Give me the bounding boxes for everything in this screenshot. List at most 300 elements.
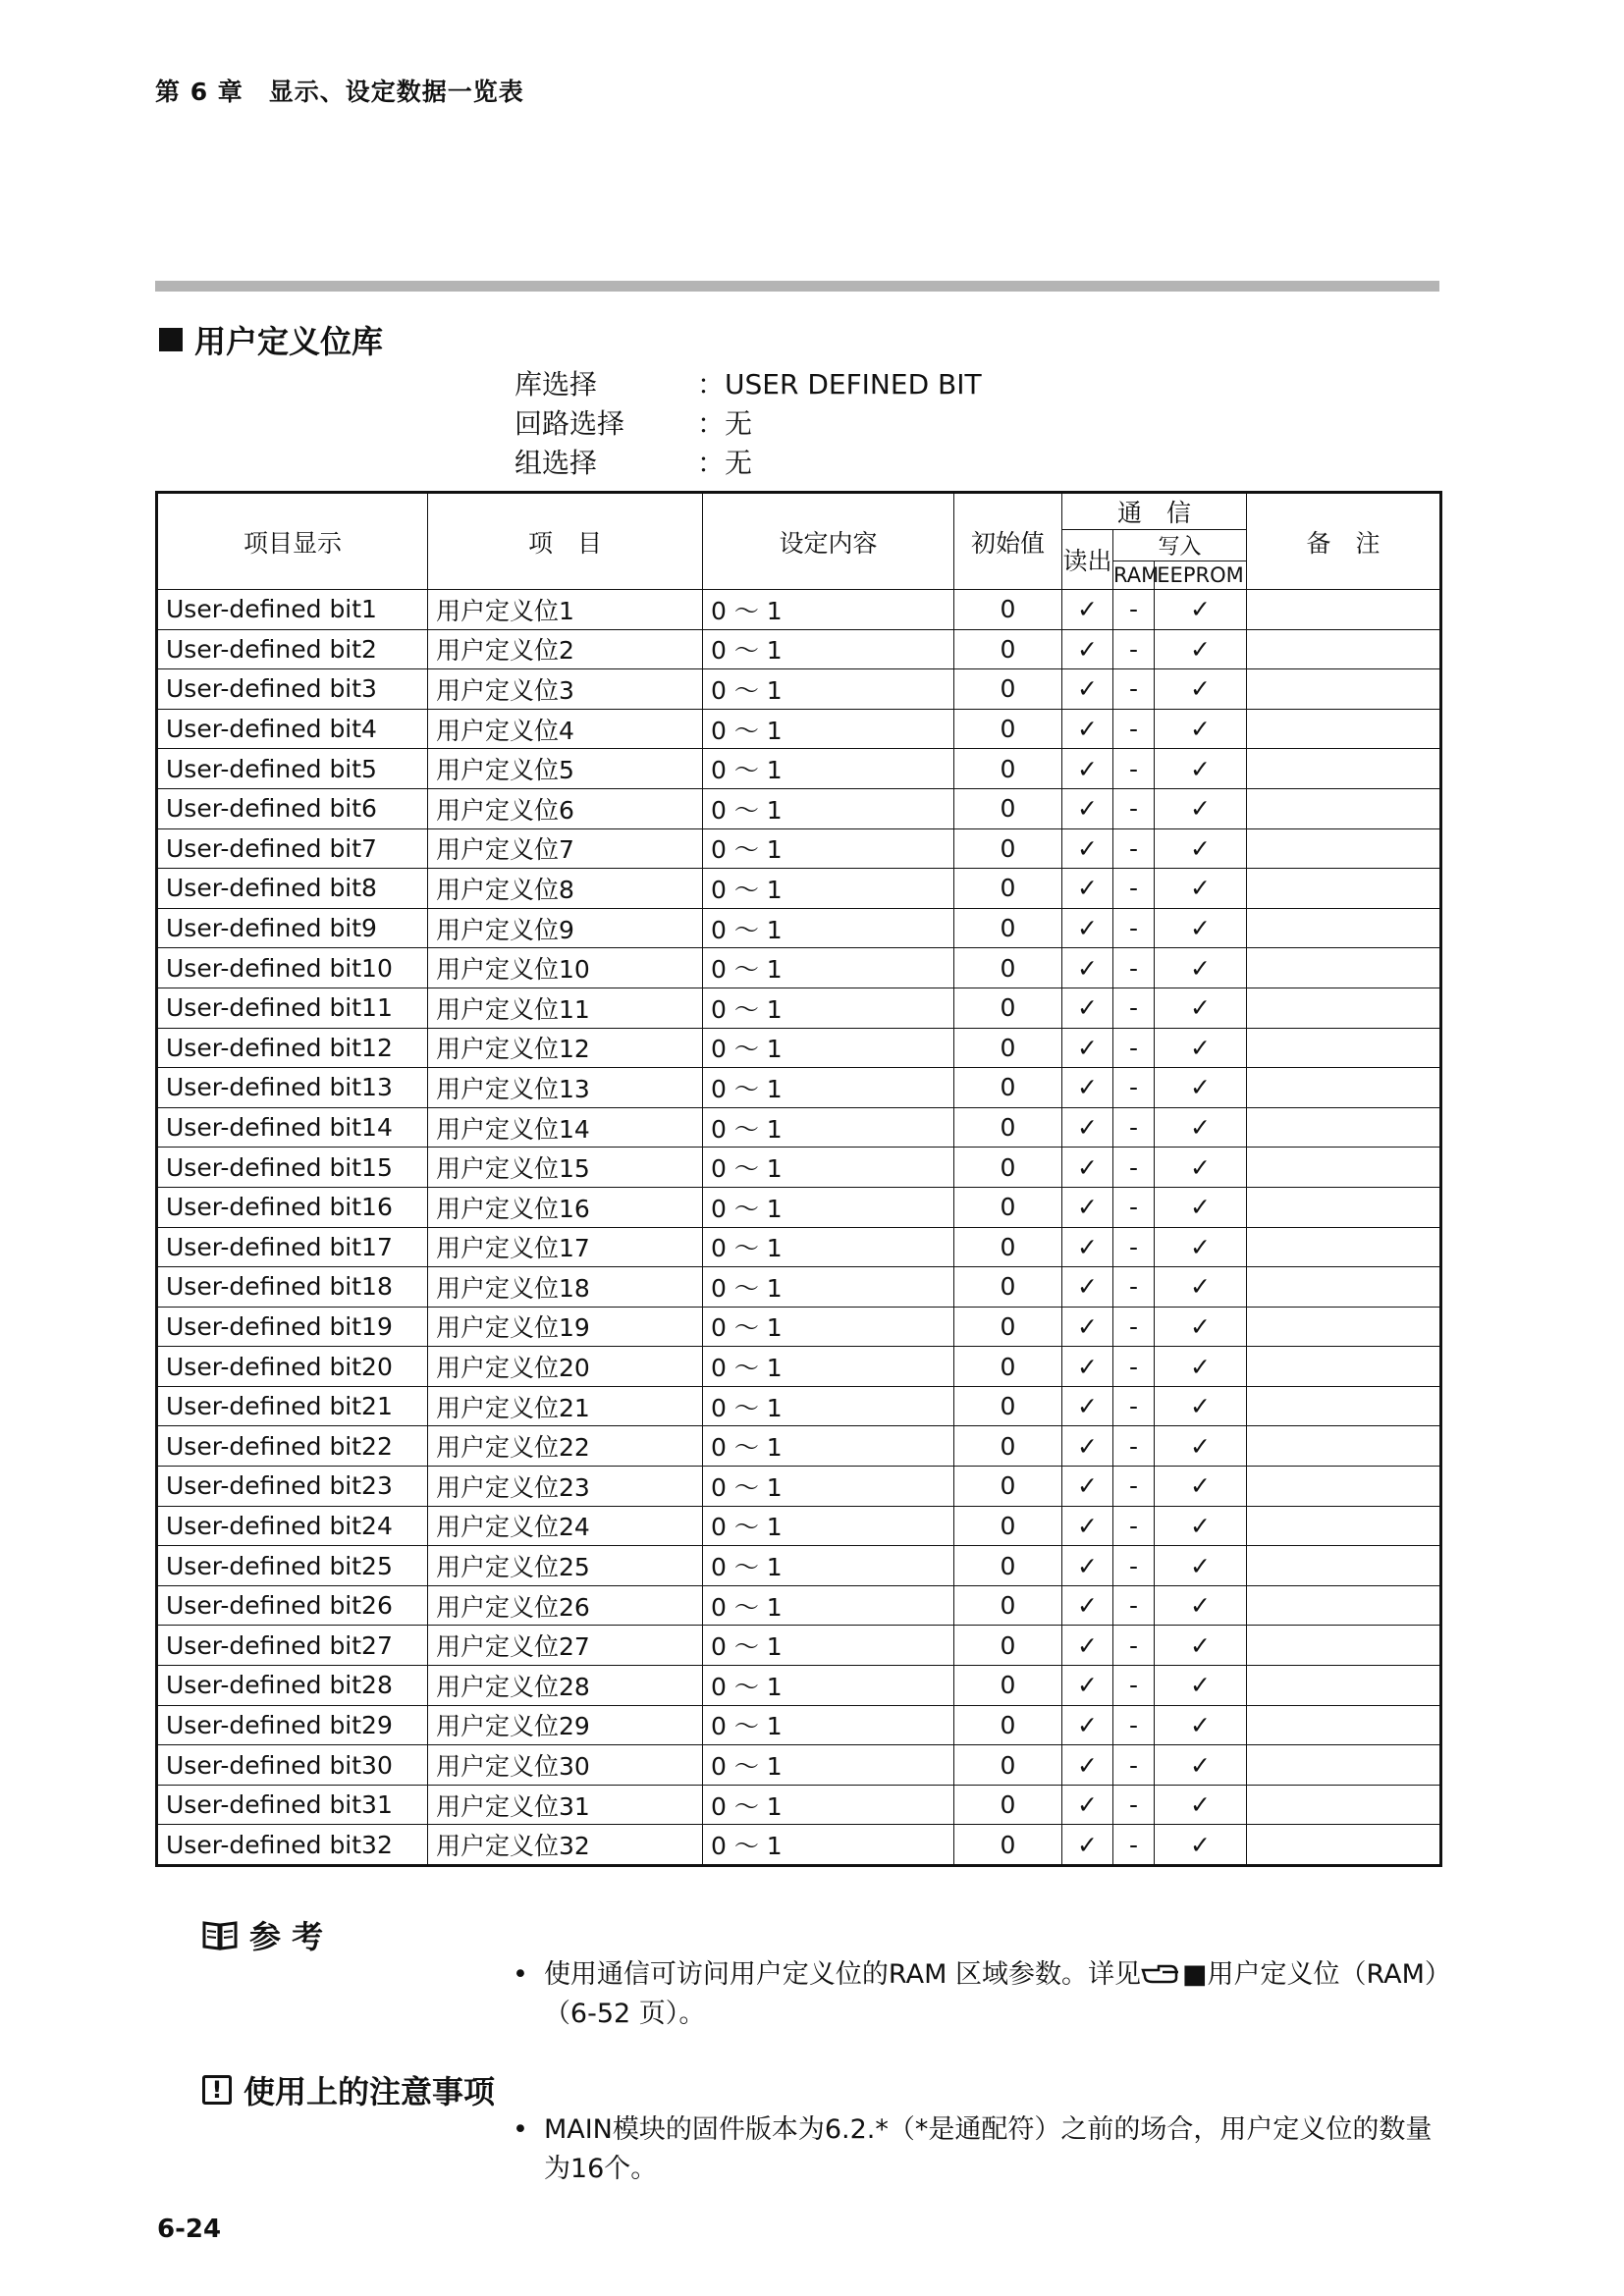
cell-display: User-defined bit6 bbox=[157, 788, 428, 828]
cell-initial: 0 bbox=[954, 1666, 1062, 1706]
cell-display: User-defined bit3 bbox=[157, 669, 428, 710]
table-row bbox=[157, 1585, 1441, 1626]
cell-read-check: ✓ bbox=[1062, 828, 1113, 869]
cell-display: User-defined bit9 bbox=[157, 908, 428, 948]
cell-initial: 0 bbox=[954, 1148, 1062, 1188]
cell-display: User-defined bit12 bbox=[157, 1028, 428, 1068]
meta-key: 库选择 bbox=[514, 368, 598, 400]
cell-item: 用户定义位17 bbox=[428, 1227, 703, 1267]
cell-setting: 0 ～ 1 bbox=[703, 749, 954, 789]
cell-read-check: ✓ bbox=[1062, 1187, 1113, 1227]
cell-read-check: ✓ bbox=[1062, 908, 1113, 948]
cell-ram: - bbox=[1113, 749, 1155, 789]
cell-remarks bbox=[1247, 1107, 1441, 1148]
cell-read-check: ✓ bbox=[1062, 1506, 1113, 1546]
cell-remarks bbox=[1247, 1307, 1441, 1347]
cell-ram: - bbox=[1113, 1626, 1155, 1666]
cell-initial: 0 bbox=[954, 1347, 1062, 1387]
cell-setting: 0 ～ 1 bbox=[703, 1028, 954, 1068]
table-row bbox=[157, 629, 1441, 669]
cell-initial: 0 bbox=[954, 1068, 1062, 1108]
cell-remarks bbox=[1247, 1745, 1441, 1786]
cell-item: 用户定义位23 bbox=[428, 1467, 703, 1507]
cell-ram: - bbox=[1113, 988, 1155, 1028]
cell-remarks bbox=[1247, 908, 1441, 948]
cell-ram: - bbox=[1113, 1267, 1155, 1308]
cell-remarks bbox=[1247, 1785, 1441, 1825]
cell-item: 用户定义位32 bbox=[428, 1825, 703, 1866]
cell-item: 用户定义位11 bbox=[428, 988, 703, 1028]
table-row bbox=[157, 1227, 1441, 1267]
cell-initial: 0 bbox=[954, 1705, 1062, 1745]
cell-setting: 0 ～ 1 bbox=[703, 869, 954, 909]
table-row bbox=[157, 1705, 1441, 1745]
cell-remarks bbox=[1247, 1585, 1441, 1626]
cell-display: User-defined bit8 bbox=[157, 869, 428, 909]
cell-initial: 0 bbox=[954, 1426, 1062, 1467]
cell-item: 用户定义位1 bbox=[428, 590, 703, 630]
cell-read-check: ✓ bbox=[1062, 1585, 1113, 1626]
cell-eeprom-check: ✓ bbox=[1155, 1267, 1247, 1308]
col-header-display: 项目显示 bbox=[157, 493, 428, 590]
col-header-initial: 初始值 bbox=[954, 493, 1062, 590]
table-row bbox=[157, 1028, 1441, 1068]
cell-eeprom-check: ✓ bbox=[1155, 1187, 1247, 1227]
cell-read-check: ✓ bbox=[1062, 1705, 1113, 1745]
meta-key: 回路选择 bbox=[514, 407, 625, 440]
reference-link[interactable]: ■用户定义位（RAM）（6-52 页） bbox=[543, 1959, 1451, 2029]
cell-eeprom-check: ✓ bbox=[1155, 988, 1247, 1028]
cell-item: 用户定义位7 bbox=[428, 828, 703, 869]
cell-ram: - bbox=[1113, 1585, 1155, 1626]
cell-item: 用户定义位14 bbox=[428, 1107, 703, 1148]
cell-display: User-defined bit15 bbox=[157, 1148, 428, 1188]
cell-remarks bbox=[1247, 869, 1441, 909]
table-row bbox=[157, 590, 1441, 630]
cell-read-check: ✓ bbox=[1062, 1148, 1113, 1188]
cell-eeprom-check: ✓ bbox=[1155, 1626, 1247, 1666]
cell-initial: 0 bbox=[954, 1028, 1062, 1068]
cell-eeprom-check: ✓ bbox=[1155, 1705, 1247, 1745]
section-divider bbox=[155, 281, 1439, 292]
table-row bbox=[157, 1666, 1441, 1706]
cell-display: User-defined bit25 bbox=[157, 1546, 428, 1586]
cell-remarks bbox=[1247, 1347, 1441, 1387]
cell-initial: 0 bbox=[954, 1227, 1062, 1267]
cell-eeprom-check: ✓ bbox=[1155, 788, 1247, 828]
cell-initial: 0 bbox=[954, 590, 1062, 630]
cell-initial: 0 bbox=[954, 1307, 1062, 1347]
cell-eeprom-check: ✓ bbox=[1155, 590, 1247, 630]
cell-display: User-defined bit18 bbox=[157, 1267, 428, 1308]
reference-note bbox=[513, 1955, 1457, 2034]
cell-initial: 0 bbox=[954, 828, 1062, 869]
table-row bbox=[157, 1506, 1441, 1546]
cell-item: 用户定义位4 bbox=[428, 709, 703, 749]
cell-eeprom-check: ✓ bbox=[1155, 629, 1247, 669]
cell-eeprom-check: ✓ bbox=[1155, 749, 1247, 789]
cell-remarks bbox=[1247, 709, 1441, 749]
table-row bbox=[157, 869, 1441, 909]
cell-eeprom-check: ✓ bbox=[1155, 1825, 1247, 1866]
cell-setting: 0 ～ 1 bbox=[703, 788, 954, 828]
cell-ram: - bbox=[1113, 1785, 1155, 1825]
cell-initial: 0 bbox=[954, 1626, 1062, 1666]
user-defined-bit-table bbox=[155, 491, 1442, 1867]
cell-ram: - bbox=[1113, 1227, 1155, 1267]
pointing-hand-icon bbox=[1141, 1962, 1182, 1986]
cell-read-check: ✓ bbox=[1062, 590, 1113, 630]
cell-remarks bbox=[1247, 1386, 1441, 1426]
cell-ram: - bbox=[1113, 1148, 1155, 1188]
table-row bbox=[157, 669, 1441, 710]
cell-read-check: ✓ bbox=[1062, 1626, 1113, 1666]
bullet: • bbox=[513, 1959, 528, 1990]
cell-setting: 0 ～ 1 bbox=[703, 1585, 954, 1626]
cell-remarks bbox=[1247, 1506, 1441, 1546]
cell-eeprom-check: ✓ bbox=[1155, 908, 1247, 948]
cell-ram: - bbox=[1113, 1307, 1155, 1347]
cell-remarks bbox=[1247, 1227, 1441, 1267]
cell-initial: 0 bbox=[954, 1187, 1062, 1227]
table-row bbox=[157, 1546, 1441, 1586]
cell-eeprom-check: ✓ bbox=[1155, 1347, 1247, 1387]
cell-read-check: ✓ bbox=[1062, 1307, 1113, 1347]
cell-eeprom-check: ✓ bbox=[1155, 1745, 1247, 1786]
cell-initial: 0 bbox=[954, 988, 1062, 1028]
cell-initial: 0 bbox=[954, 749, 1062, 789]
cell-initial: 0 bbox=[954, 1745, 1062, 1786]
section-title bbox=[159, 317, 383, 362]
cell-item: 用户定义位27 bbox=[428, 1626, 703, 1666]
cell-read-check: ✓ bbox=[1062, 869, 1113, 909]
cell-eeprom-check: ✓ bbox=[1155, 669, 1247, 710]
cell-remarks bbox=[1247, 948, 1441, 988]
table-row bbox=[157, 749, 1441, 789]
cell-item: 用户定义位25 bbox=[428, 1546, 703, 1586]
caution-title bbox=[202, 2067, 495, 2112]
cell-setting: 0 ～ 1 bbox=[703, 590, 954, 630]
cell-ram: - bbox=[1113, 629, 1155, 669]
cell-remarks bbox=[1247, 1028, 1441, 1068]
cell-eeprom-check: ✓ bbox=[1155, 948, 1247, 988]
cell-setting: 0 ～ 1 bbox=[703, 1068, 954, 1108]
cell-remarks bbox=[1247, 788, 1441, 828]
cell-ram: - bbox=[1113, 1745, 1155, 1786]
cell-ram: - bbox=[1113, 1546, 1155, 1586]
cell-display: User-defined bit10 bbox=[157, 948, 428, 988]
cell-remarks bbox=[1247, 1705, 1441, 1745]
cell-item: 用户定义位22 bbox=[428, 1426, 703, 1467]
cell-display: User-defined bit29 bbox=[157, 1705, 428, 1745]
section-title-text: 用户定义位库 bbox=[194, 323, 384, 360]
cell-setting: 0 ～ 1 bbox=[703, 1825, 954, 1866]
table-row bbox=[157, 1426, 1441, 1467]
cell-setting: 0 ～ 1 bbox=[703, 1506, 954, 1546]
cell-display: User-defined bit17 bbox=[157, 1227, 428, 1267]
cell-ram: - bbox=[1113, 1028, 1155, 1068]
cell-ram: - bbox=[1113, 1187, 1155, 1227]
cell-read-check: ✓ bbox=[1062, 1546, 1113, 1586]
cell-initial: 0 bbox=[954, 1546, 1062, 1586]
cell-ram: - bbox=[1113, 1386, 1155, 1426]
cell-item: 用户定义位29 bbox=[428, 1705, 703, 1745]
cell-item: 用户定义位16 bbox=[428, 1187, 703, 1227]
cell-eeprom-check: ✓ bbox=[1155, 1227, 1247, 1267]
cell-setting: 0 ～ 1 bbox=[703, 1307, 954, 1347]
table-row bbox=[157, 948, 1441, 988]
cell-ram: - bbox=[1113, 908, 1155, 948]
cell-item: 用户定义位5 bbox=[428, 749, 703, 789]
cell-item: 用户定义位3 bbox=[428, 669, 703, 710]
cell-setting: 0 ～ 1 bbox=[703, 1426, 954, 1467]
cell-setting: 0 ～ 1 bbox=[703, 1626, 954, 1666]
cell-ram: - bbox=[1113, 590, 1155, 630]
cell-eeprom-check: ✓ bbox=[1155, 1107, 1247, 1148]
table-row bbox=[157, 1626, 1441, 1666]
col-header-setting: 设定内容 bbox=[703, 493, 954, 590]
caution-title-text: 使用上的注意事项 bbox=[244, 2073, 496, 2110]
cell-ram: - bbox=[1113, 669, 1155, 710]
bullet: • bbox=[513, 2114, 528, 2145]
cell-remarks bbox=[1247, 1148, 1441, 1188]
table-row bbox=[157, 1187, 1441, 1227]
cell-initial: 0 bbox=[954, 908, 1062, 948]
cell-display: User-defined bit16 bbox=[157, 1187, 428, 1227]
cell-eeprom-check: ✓ bbox=[1155, 1028, 1247, 1068]
cell-setting: 0 ～ 1 bbox=[703, 1546, 954, 1586]
table-row bbox=[157, 1745, 1441, 1786]
cell-initial: 0 bbox=[954, 669, 1062, 710]
table-row bbox=[157, 1825, 1441, 1866]
cell-ram: - bbox=[1113, 1666, 1155, 1706]
cell-read-check: ✓ bbox=[1062, 1467, 1113, 1507]
cell-setting: 0 ～ 1 bbox=[703, 1705, 954, 1745]
cell-setting: 0 ～ 1 bbox=[703, 1148, 954, 1188]
cell-eeprom-check: ✓ bbox=[1155, 1546, 1247, 1586]
cell-initial: 0 bbox=[954, 709, 1062, 749]
reference-text: 使用通信可访问用户定义位的RAM 区域参数。详见 bbox=[543, 1959, 1141, 1990]
cell-setting: 0 ～ 1 bbox=[703, 1745, 954, 1786]
cell-setting: 0 ～ 1 bbox=[703, 1386, 954, 1426]
chapter-header: 第 6 章 显示、设定数据一览表 bbox=[155, 78, 524, 106]
cell-item: 用户定义位9 bbox=[428, 908, 703, 948]
cell-display: User-defined bit5 bbox=[157, 749, 428, 789]
table-row bbox=[157, 788, 1441, 828]
cell-eeprom-check: ✓ bbox=[1155, 1148, 1247, 1188]
cell-item: 用户定义位18 bbox=[428, 1267, 703, 1308]
cell-initial: 0 bbox=[954, 1386, 1062, 1426]
cell-setting: 0 ～ 1 bbox=[703, 1267, 954, 1308]
cell-remarks bbox=[1247, 1666, 1441, 1706]
cell-read-check: ✓ bbox=[1062, 1825, 1113, 1866]
cell-eeprom-check: ✓ bbox=[1155, 828, 1247, 869]
cell-display: User-defined bit23 bbox=[157, 1467, 428, 1507]
col-header-write: 写入 bbox=[1113, 530, 1247, 561]
cell-item: 用户定义位12 bbox=[428, 1028, 703, 1068]
cell-ram: - bbox=[1113, 709, 1155, 749]
cell-initial: 0 bbox=[954, 788, 1062, 828]
meta-key: 组选择 bbox=[514, 447, 598, 479]
cell-ram: - bbox=[1113, 1068, 1155, 1108]
cell-initial: 0 bbox=[954, 629, 1062, 669]
cell-display: User-defined bit7 bbox=[157, 828, 428, 869]
table-row bbox=[157, 908, 1441, 948]
cell-setting: 0 ～ 1 bbox=[703, 1347, 954, 1387]
cell-eeprom-check: ✓ bbox=[1155, 1426, 1247, 1467]
cell-setting: 0 ～ 1 bbox=[703, 1467, 954, 1507]
cell-read-check: ✓ bbox=[1062, 1386, 1113, 1426]
cell-eeprom-check: ✓ bbox=[1155, 1506, 1247, 1546]
cell-initial: 0 bbox=[954, 1785, 1062, 1825]
cell-initial: 0 bbox=[954, 1467, 1062, 1507]
cell-read-check: ✓ bbox=[1062, 1068, 1113, 1108]
cell-ram: - bbox=[1113, 1825, 1155, 1866]
cell-item: 用户定义位30 bbox=[428, 1745, 703, 1786]
cell-read-check: ✓ bbox=[1062, 788, 1113, 828]
cell-setting: 0 ～ 1 bbox=[703, 709, 954, 749]
cell-read-check: ✓ bbox=[1062, 948, 1113, 988]
cell-setting: 0 ～ 1 bbox=[703, 1227, 954, 1267]
cell-read-check: ✓ bbox=[1062, 1107, 1113, 1148]
cell-remarks bbox=[1247, 629, 1441, 669]
cell-ram: - bbox=[1113, 1467, 1155, 1507]
cell-read-check: ✓ bbox=[1062, 1666, 1113, 1706]
cell-initial: 0 bbox=[954, 869, 1062, 909]
cell-display: User-defined bit28 bbox=[157, 1666, 428, 1706]
meta-value: ：无 bbox=[697, 407, 753, 440]
cell-remarks bbox=[1247, 669, 1441, 710]
cell-setting: 0 ～ 1 bbox=[703, 948, 954, 988]
table-row bbox=[157, 1386, 1441, 1426]
cell-setting: 0 ～ 1 bbox=[703, 988, 954, 1028]
meta-row bbox=[514, 404, 982, 444]
cell-read-check: ✓ bbox=[1062, 709, 1113, 749]
cell-display: User-defined bit26 bbox=[157, 1585, 428, 1626]
cell-initial: 0 bbox=[954, 1107, 1062, 1148]
cell-display: User-defined bit27 bbox=[157, 1626, 428, 1666]
table-row bbox=[157, 709, 1441, 749]
table-row bbox=[157, 828, 1441, 869]
col-header-eeprom: EEPROM bbox=[1155, 561, 1247, 590]
cell-initial: 0 bbox=[954, 1506, 1062, 1546]
cell-display: User-defined bit21 bbox=[157, 1386, 428, 1426]
cell-display: User-defined bit13 bbox=[157, 1068, 428, 1108]
cell-eeprom-check: ✓ bbox=[1155, 1666, 1247, 1706]
cell-display: User-defined bit1 bbox=[157, 590, 428, 630]
cell-display: User-defined bit32 bbox=[157, 1825, 428, 1866]
table-row bbox=[157, 1107, 1441, 1148]
cell-display: User-defined bit22 bbox=[157, 1426, 428, 1467]
cell-remarks bbox=[1247, 1426, 1441, 1467]
cell-initial: 0 bbox=[954, 1825, 1062, 1866]
cell-read-check: ✓ bbox=[1062, 1267, 1113, 1308]
exclamation-box-icon: ! bbox=[202, 2075, 232, 2105]
meta-row bbox=[514, 365, 982, 404]
cell-read-check: ✓ bbox=[1062, 1227, 1113, 1267]
cell-item: 用户定义位6 bbox=[428, 788, 703, 828]
cell-setting: 0 ～ 1 bbox=[703, 1666, 954, 1706]
cell-read-check: ✓ bbox=[1062, 669, 1113, 710]
cell-display: User-defined bit2 bbox=[157, 629, 428, 669]
cell-read-check: ✓ bbox=[1062, 1785, 1113, 1825]
col-header-item: 项 目 bbox=[428, 493, 703, 590]
cell-eeprom-check: ✓ bbox=[1155, 1386, 1247, 1426]
cell-ram: - bbox=[1113, 948, 1155, 988]
cell-remarks bbox=[1247, 590, 1441, 630]
table-row bbox=[157, 1347, 1441, 1387]
book-icon bbox=[202, 1919, 238, 1950]
cell-item: 用户定义位2 bbox=[428, 629, 703, 669]
cell-read-check: ✓ bbox=[1062, 1426, 1113, 1467]
cell-item: 用户定义位15 bbox=[428, 1148, 703, 1188]
reference-title-text: 参 考 bbox=[249, 1918, 324, 1955]
caution-note bbox=[513, 2110, 1457, 2189]
col-header-ram: RAM bbox=[1113, 561, 1155, 590]
table-row bbox=[157, 1148, 1441, 1188]
cell-remarks bbox=[1247, 1267, 1441, 1308]
cell-ram: - bbox=[1113, 828, 1155, 869]
cell-item: 用户定义位21 bbox=[428, 1386, 703, 1426]
table-row bbox=[157, 1785, 1441, 1825]
cell-ram: - bbox=[1113, 1705, 1155, 1745]
cell-display: User-defined bit19 bbox=[157, 1307, 428, 1347]
meta-value: ：USER DEFINED BIT bbox=[697, 368, 982, 400]
cell-display: User-defined bit4 bbox=[157, 709, 428, 749]
cell-read-check: ✓ bbox=[1062, 749, 1113, 789]
table-row bbox=[157, 988, 1441, 1028]
cell-remarks bbox=[1247, 749, 1441, 789]
cell-item: 用户定义位13 bbox=[428, 1068, 703, 1108]
cell-remarks bbox=[1247, 828, 1441, 869]
square-bullet-icon bbox=[159, 328, 183, 351]
cell-display: User-defined bit31 bbox=[157, 1785, 428, 1825]
cell-setting: 0 ～ 1 bbox=[703, 1187, 954, 1227]
cell-item: 用户定义位10 bbox=[428, 948, 703, 988]
cell-initial: 0 bbox=[954, 1585, 1062, 1626]
col-header-read: 读出 bbox=[1062, 530, 1113, 590]
cell-remarks bbox=[1247, 988, 1441, 1028]
meta-row bbox=[514, 444, 982, 483]
cell-setting: 0 ～ 1 bbox=[703, 669, 954, 710]
cell-initial: 0 bbox=[954, 1267, 1062, 1308]
cell-remarks bbox=[1247, 1068, 1441, 1108]
cell-eeprom-check: ✓ bbox=[1155, 869, 1247, 909]
cell-read-check: ✓ bbox=[1062, 1347, 1113, 1387]
table-row bbox=[157, 1307, 1441, 1347]
cell-display: User-defined bit24 bbox=[157, 1506, 428, 1546]
cell-ram: - bbox=[1113, 1347, 1155, 1387]
cell-eeprom-check: ✓ bbox=[1155, 1307, 1247, 1347]
cell-item: 用户定义位24 bbox=[428, 1506, 703, 1546]
cell-eeprom-check: ✓ bbox=[1155, 1467, 1247, 1507]
cell-item: 用户定义位26 bbox=[428, 1585, 703, 1626]
cell-initial: 0 bbox=[954, 948, 1062, 988]
cell-item: 用户定义位28 bbox=[428, 1666, 703, 1706]
cell-setting: 0 ～ 1 bbox=[703, 828, 954, 869]
cell-item: 用户定义位19 bbox=[428, 1307, 703, 1347]
reference-text-end: 。 bbox=[678, 1999, 706, 2029]
cell-read-check: ✓ bbox=[1062, 1745, 1113, 1786]
cell-display: User-defined bit14 bbox=[157, 1107, 428, 1148]
library-meta bbox=[514, 365, 982, 483]
cell-setting: 0 ～ 1 bbox=[703, 629, 954, 669]
cell-remarks bbox=[1247, 1626, 1441, 1666]
cell-display: User-defined bit20 bbox=[157, 1347, 428, 1387]
cell-ram: - bbox=[1113, 869, 1155, 909]
cell-setting: 0 ～ 1 bbox=[703, 1785, 954, 1825]
caution-text: MAIN模块的固件版本为6.2.*（*是通配符）之前的场合，用户定义位的数量为16个。 bbox=[543, 2114, 1433, 2184]
